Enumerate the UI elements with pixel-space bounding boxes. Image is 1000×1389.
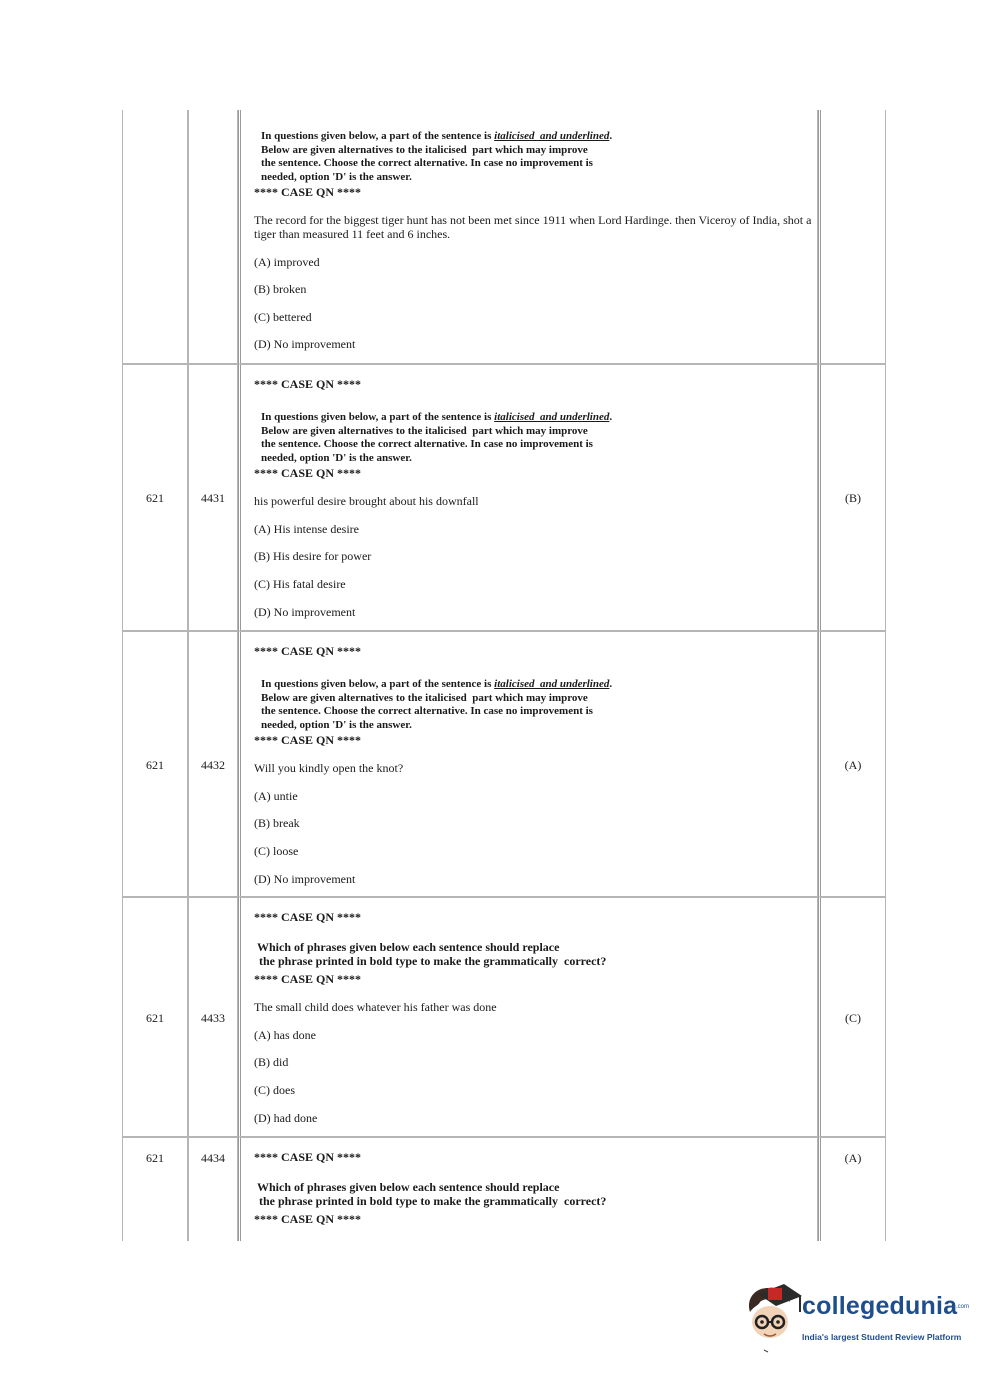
instruction-line: Below are given alternatives to the italicised part which may improve (261, 143, 588, 156)
instruction-line: Which of phrases given below each sentence should replace (257, 1180, 560, 1194)
question-number: 4433 (201, 1011, 225, 1025)
question-stem: his powerful desire brought about his downfall (254, 494, 479, 508)
logo-tagline: India's largest Student Review Platform (802, 1332, 962, 1342)
question-number: 4432 (201, 758, 225, 772)
answer-cell (818, 631, 886, 897)
answer-cell (818, 364, 886, 631)
option-a: (A) His intense desire (254, 522, 359, 536)
instruction-line: the sentence. Choose the correct alternative. In case no improvement is (261, 705, 593, 717)
instruction-line: Which of phrases given below each sentence should replace (257, 940, 560, 954)
question-number: 4431 (201, 491, 225, 505)
question-cell (238, 1137, 818, 1241)
instruction-punct: . (609, 411, 613, 423)
instruction-line: the sentence. Choose the correct alternative. In case no improvement is (261, 157, 593, 169)
question-number: 4434 (201, 1151, 225, 1165)
instruction-block (257, 1180, 606, 1208)
instruction-line: needed, option 'D' is the answer. (261, 718, 412, 731)
set-cell (122, 364, 188, 631)
instruction-line: In questions given below, a part of the sentence is (261, 678, 495, 690)
instruction-line: needed, option 'D' is the answer. (261, 451, 412, 464)
case-marker: **** CASE QN **** (254, 185, 362, 199)
question-number-cell (188, 110, 238, 364)
option-c: (C) loose (254, 844, 299, 858)
table-row (122, 897, 886, 1137)
case-marker: **** CASE QN **** (254, 733, 362, 747)
set-cell (122, 897, 188, 1137)
mascot-icon (744, 1282, 804, 1354)
option-b: (B) did (254, 1055, 289, 1069)
case-marker: **** CASE QN **** (254, 466, 362, 480)
option-a: (A) has done (254, 1028, 316, 1042)
question-number-cell (188, 897, 238, 1137)
instruction-block (261, 130, 612, 184)
question-stem: The record for the biggest tiger hunt has not been met since 1911 when Lord Hardinge. then Viceroy of India, shot a tiger than measured 11 feet and 6 inches. (254, 213, 812, 241)
table-row (122, 631, 886, 897)
option-d: (D) No improvement (254, 337, 356, 351)
set-cell (122, 110, 188, 364)
case-marker: **** CASE QN **** (254, 972, 362, 986)
option-a: (A) untie (254, 789, 298, 803)
question-number-cell (188, 1137, 238, 1241)
instruction-line: Below are given alternatives to the italicised part which may improve (261, 424, 588, 437)
instruction-line: In questions given below, a part of the sentence is (261, 130, 495, 142)
question-number-cell (188, 364, 238, 631)
instruction-line: Below are given alternatives to the italicised part which may improve (261, 691, 588, 704)
set-number: 621 (146, 491, 164, 505)
question-cell (238, 110, 818, 364)
question-cell (238, 897, 818, 1137)
option-d: (D) No improvement (254, 605, 356, 619)
answer-value: (A) (844, 1151, 862, 1165)
set-number: 621 (146, 1011, 164, 1025)
option-c: (C) does (254, 1083, 295, 1097)
instruction-block (261, 678, 612, 732)
option-b: (B) break (254, 816, 300, 830)
instruction-emphasis: italicised and underlined (494, 678, 610, 690)
table-row (122, 364, 886, 631)
case-marker: **** CASE QN **** (254, 377, 362, 391)
option-b: (B) broken (254, 282, 307, 296)
instruction-line: In questions given below, a part of the sentence is (261, 411, 495, 423)
instruction-line: the phrase printed in bold type to make the grammatically correct? (259, 1194, 607, 1208)
case-marker: **** CASE QN **** (254, 910, 362, 924)
set-cell (122, 1137, 188, 1241)
option-c: (C) bettered (254, 310, 312, 324)
questions-table (122, 110, 886, 1241)
answer-value: (A) (844, 758, 862, 772)
table-row (122, 1137, 886, 1241)
set-number: 621 (146, 1151, 164, 1165)
option-c: (C) His fatal desire (254, 577, 346, 591)
instruction-punct: . (609, 678, 613, 690)
answer-cell (818, 110, 886, 364)
collegedunia-logo (744, 1282, 974, 1354)
question-stem: Will you kindly open the knot? (254, 761, 404, 775)
answer-value: (C) (845, 1011, 861, 1025)
case-marker: **** CASE QN **** (254, 1150, 362, 1164)
set-cell (122, 631, 188, 897)
question-number-cell (188, 631, 238, 897)
answer-cell (818, 1137, 886, 1241)
instruction-line: the phrase printed in bold type to make the grammatically correct? (259, 954, 607, 968)
case-marker: **** CASE QN **** (254, 644, 362, 658)
option-b: (B) His desire for power (254, 549, 372, 563)
logo-wordmark: collegedunia (802, 1292, 958, 1320)
set-number: 621 (146, 758, 164, 772)
question-stem: The small child does whatever his father was done (254, 1000, 497, 1014)
question-cell (238, 364, 818, 631)
answer-value: (B) (845, 491, 861, 505)
instruction-emphasis: italicised and underlined (494, 411, 610, 423)
answer-cell (818, 897, 886, 1137)
option-d: (D) No improvement (254, 872, 356, 886)
instruction-emphasis: italicised and underlined (494, 130, 610, 142)
option-d: (D) had done (254, 1111, 318, 1125)
instruction-block (257, 940, 606, 968)
instruction-punct: . (609, 130, 613, 142)
case-marker: **** CASE QN **** (254, 1212, 362, 1226)
instruction-line: the sentence. Choose the correct alternative. In case no improvement is (261, 438, 593, 450)
table-row (122, 110, 886, 364)
instruction-block (261, 411, 612, 465)
logo-domain: .com (956, 1304, 970, 1310)
instruction-line: needed, option 'D' is the answer. (261, 170, 412, 183)
option-a: (A) improved (254, 255, 320, 269)
question-cell (238, 631, 818, 897)
